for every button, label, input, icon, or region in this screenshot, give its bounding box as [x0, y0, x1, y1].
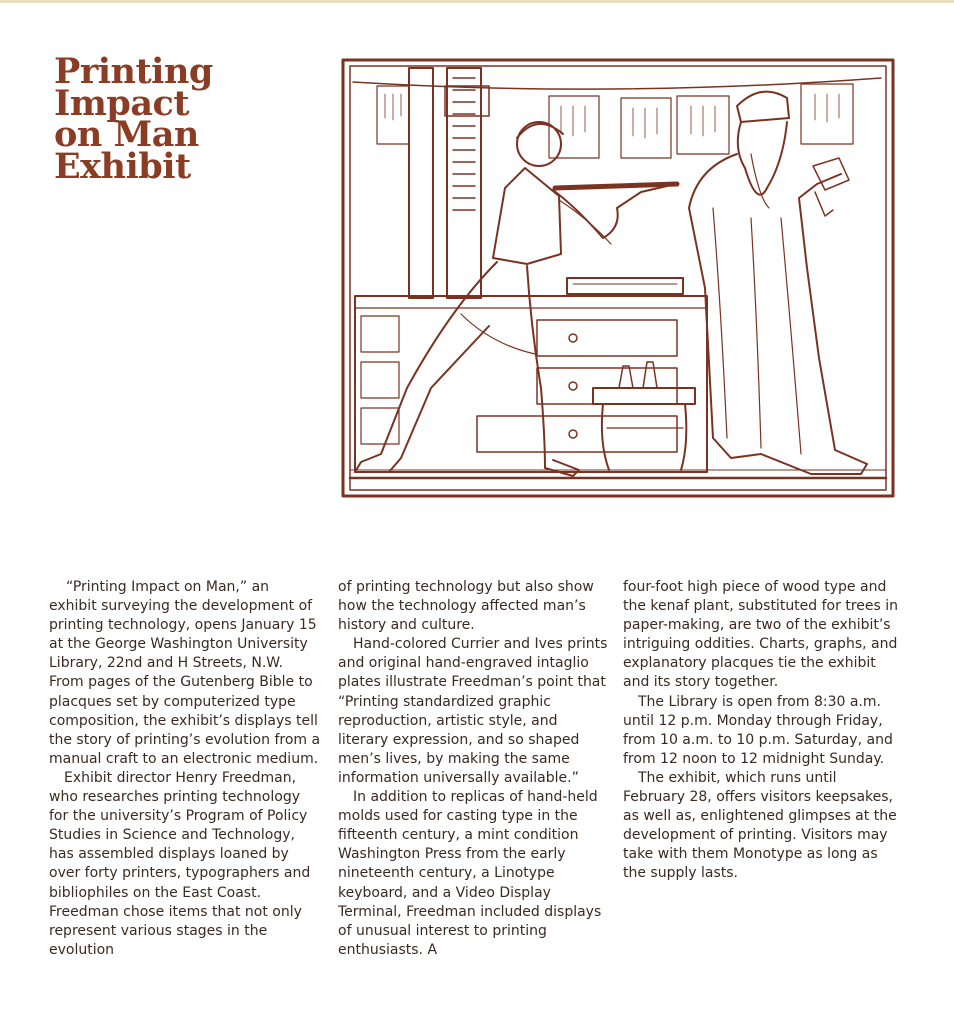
- paragraph: “Printing Impact on Man,” an exhibit surveying the development of printing technology, opens January 15 at the George Washington University Library, 22nd and H Streets, N.W. From pages of the Gutenberg Bible to placques set by computerized type composition, the exhibit’s displays tell the story of printing’s evolution from a manual craft to an electronic medium.: [49, 579, 321, 767]
- paragraph: The exhibit, which runs until February 28, offers visitors keepsakes, as well as, enlightened glimpses at the development of printing. Visitors may take with them Monotype as long as the supply lasts.: [623, 769, 897, 882]
- title-line: Impact: [54, 82, 190, 124]
- paragraph: of printing technology but also show how the technology affected man’s history and culture.: [338, 579, 594, 634]
- printing-press-woodcut-icon: [341, 58, 895, 498]
- title-line: Printing: [54, 51, 213, 92]
- title-line: on Man: [54, 114, 199, 155]
- title-line: Exhibit: [54, 145, 191, 187]
- paragraph: In addition to replicas of hand-held molds used for casting type in the fifteenth century, a mint condition Washington Press from the early nineteenth century, a Linotype keyboard, and a Video Display Terminal, Freedman included displays of unusual interest to printing enthusiasts. A: [338, 789, 602, 958]
- article-title: [54, 51, 324, 187]
- paragraph: four-foot high piece of wood type and the kenaf plant, substituted for trees in paper-making, are two of the exhibit’s intriguing oddities. Charts, graphs, and explanatory placques tie the exhibit and its story together.: [623, 579, 898, 691]
- article-column-2: [338, 578, 612, 960]
- paragraph: The Library is open from 8:30 a.m. until 12 p.m. Monday through Friday, from 10 a.m. to 10 p.m. Saturday, and from 12 noon to 12 midnight Sunday.: [623, 693, 893, 767]
- paragraph: Exhibit director Henry Freedman, who researches printing technology for the university’s Program of Policy Studies in Science and Technology, has assembled displays loaned by over forty printers, typographers and bibliophiles on the East Coast. Freedman chose items that not only represent various stages in the evolution: [49, 769, 311, 958]
- article-column-1: [49, 578, 321, 960]
- top-rule: [0, 0, 954, 3]
- paragraph: Hand-colored Currier and Ives prints and original hand-engraved intaglio plates illustrate Freedman’s point that “Printing standardized graphic reproduction, artistic style, and literary expression, and so shaped men’s lives, by making the same information universally available.”: [338, 636, 608, 786]
- article-column-3: [623, 578, 899, 884]
